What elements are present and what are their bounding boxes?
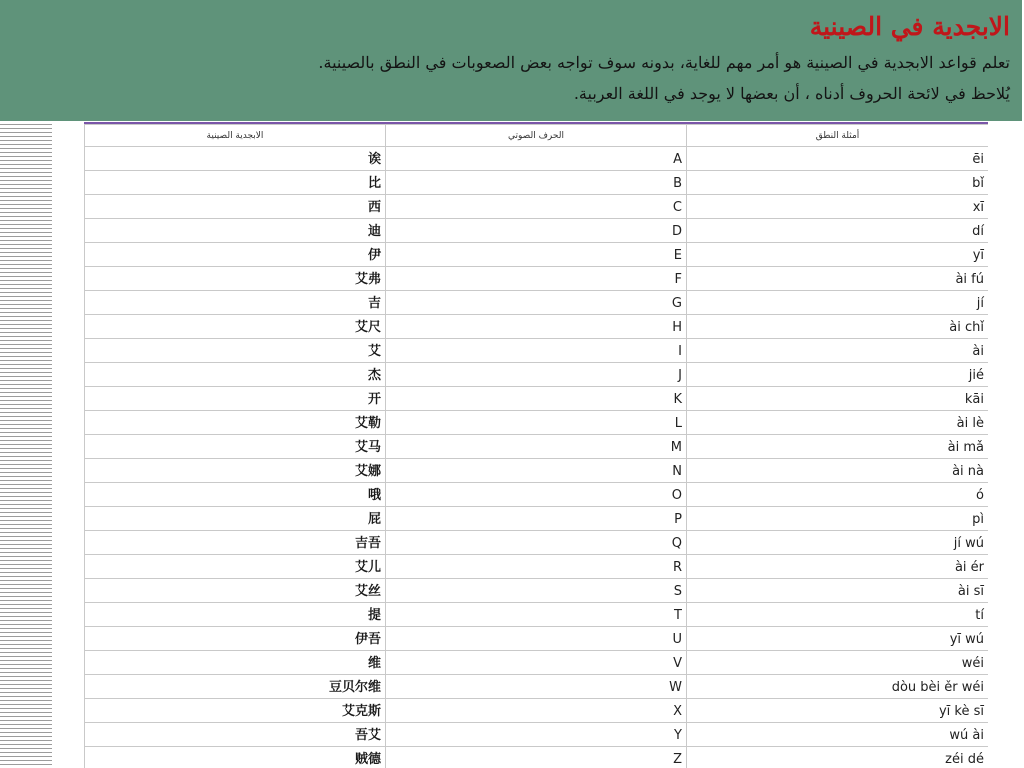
pinyin-cell: ó [687, 483, 989, 507]
chinese-characters-cell: 开 [85, 387, 386, 411]
table-header-row [85, 125, 989, 147]
pinyin-cell: ài chǐ [687, 315, 989, 339]
pinyin-cell: wú ài [687, 723, 989, 747]
chinese-characters-cell: 艾弗 [85, 267, 386, 291]
letter-cell: J [386, 363, 687, 387]
letter-cell: U [386, 627, 687, 651]
table-row [85, 267, 989, 291]
pinyin-cell: ài fú [687, 267, 989, 291]
chinese-characters-cell: 吾艾 [85, 723, 386, 747]
column-header-phonetic-letter: الحرف الصوتي [386, 125, 687, 147]
chinese-characters-cell: 提 [85, 603, 386, 627]
chinese-characters-cell: 西 [85, 195, 386, 219]
letter-cell: K [386, 387, 687, 411]
letter-cell: Q [386, 531, 687, 555]
chinese-characters-cell: 吉 [85, 291, 386, 315]
table-row [85, 411, 989, 435]
pinyin-cell: yī [687, 243, 989, 267]
chinese-characters-cell: 屁 [85, 507, 386, 531]
table-body [85, 147, 989, 768]
pinyin-cell: jí [687, 291, 989, 315]
table-row [85, 363, 989, 387]
letter-cell: T [386, 603, 687, 627]
pinyin-cell: ài nà [687, 459, 989, 483]
letter-cell: S [386, 579, 687, 603]
chinese-characters-cell: 吉吾 [85, 531, 386, 555]
table-row [85, 627, 989, 651]
column-header-pronunciation-examples: أمثلة النطق [687, 125, 989, 147]
table-row [85, 147, 989, 171]
table-row [85, 171, 989, 195]
table-row [85, 195, 989, 219]
table-row [85, 291, 989, 315]
chinese-characters-cell: 哦 [85, 483, 386, 507]
table-row [85, 219, 989, 243]
table-row [85, 675, 989, 699]
chinese-characters-cell: 艾尺 [85, 315, 386, 339]
chinese-characters-cell: 杰 [85, 363, 386, 387]
letter-cell: E [386, 243, 687, 267]
note-text: يُلاحظ في لائحة الحروف أدناه ، أن بعضها لا يوجد في اللغة العربية. [573, 84, 1010, 103]
page-title: الابجدية في الصينية [809, 12, 1010, 41]
letter-cell: C [386, 195, 687, 219]
letter-cell: G [386, 291, 687, 315]
chinese-characters-cell: 艾娜 [85, 459, 386, 483]
alphabet-table-container [84, 122, 988, 768]
table-row [85, 747, 989, 768]
letter-cell: R [386, 555, 687, 579]
pinyin-cell: yī kè sī [687, 699, 989, 723]
chinese-characters-cell: 迪 [85, 219, 386, 243]
pinyin-cell: dí [687, 219, 989, 243]
pinyin-cell: yī wú [687, 627, 989, 651]
table-row [85, 435, 989, 459]
table-row [85, 459, 989, 483]
letter-cell: X [386, 699, 687, 723]
decorative-stripes [0, 124, 52, 768]
chinese-characters-cell: 豆贝尔维 [85, 675, 386, 699]
pinyin-cell: ài lè [687, 411, 989, 435]
chinese-characters-cell: 艾勒 [85, 411, 386, 435]
table-row [85, 555, 989, 579]
header-banner [0, 0, 1022, 121]
letter-cell: W [386, 675, 687, 699]
chinese-characters-cell: 艾儿 [85, 555, 386, 579]
intro-text: تعلم قواعد الابجدية في الصينية هو أمر مهم للغاية، بدونه سوف تواجه بعض الصعوبات في النطق بالصينية. [318, 53, 1010, 72]
letter-cell: H [386, 315, 687, 339]
pinyin-cell: jí wú [687, 531, 989, 555]
table-row [85, 483, 989, 507]
pinyin-cell: wéi [687, 651, 989, 675]
letter-cell: Z [386, 747, 687, 768]
letter-cell: Y [386, 723, 687, 747]
letter-cell: I [386, 339, 687, 363]
letter-cell: B [386, 171, 687, 195]
chinese-characters-cell: 艾丝 [85, 579, 386, 603]
letter-cell: N [386, 459, 687, 483]
column-header-chinese-alphabet: الابجدية الصينية [85, 125, 386, 147]
chinese-characters-cell: 伊 [85, 243, 386, 267]
letter-cell: L [386, 411, 687, 435]
letter-cell: O [386, 483, 687, 507]
chinese-characters-cell: 维 [85, 651, 386, 675]
pinyin-cell: ēi [687, 147, 989, 171]
table-row [85, 339, 989, 363]
letter-cell: D [386, 219, 687, 243]
chinese-characters-cell: 比 [85, 171, 386, 195]
table-row [85, 723, 989, 747]
pinyin-cell: kāi [687, 387, 989, 411]
pinyin-cell: ài mǎ [687, 435, 989, 459]
table-row [85, 603, 989, 627]
pinyin-cell: ài sī [687, 579, 989, 603]
letter-cell: P [386, 507, 687, 531]
chinese-characters-cell: 艾马 [85, 435, 386, 459]
table-row [85, 651, 989, 675]
table-row [85, 531, 989, 555]
table-row [85, 387, 989, 411]
pinyin-cell: dòu bèi ěr wéi [687, 675, 989, 699]
letter-cell: F [386, 267, 687, 291]
pinyin-cell: jié [687, 363, 989, 387]
chinese-characters-cell: 贼德 [85, 747, 386, 768]
letter-cell: V [386, 651, 687, 675]
chinese-characters-cell: 伊吾 [85, 627, 386, 651]
table-row [85, 315, 989, 339]
alphabet-table [84, 124, 988, 768]
table-row [85, 243, 989, 267]
letter-cell: M [386, 435, 687, 459]
pinyin-cell: ài ér [687, 555, 989, 579]
pinyin-cell: xī [687, 195, 989, 219]
pinyin-cell: pì [687, 507, 989, 531]
chinese-characters-cell: 艾克斯 [85, 699, 386, 723]
table-row [85, 699, 989, 723]
chinese-characters-cell: 艾 [85, 339, 386, 363]
pinyin-cell: ài [687, 339, 989, 363]
pinyin-cell: bǐ [687, 171, 989, 195]
letter-cell: A [386, 147, 687, 171]
pinyin-cell: zéi dé [687, 747, 989, 768]
chinese-characters-cell: 诶 [85, 147, 386, 171]
table-row [85, 579, 989, 603]
pinyin-cell: tí [687, 603, 989, 627]
table-row [85, 507, 989, 531]
